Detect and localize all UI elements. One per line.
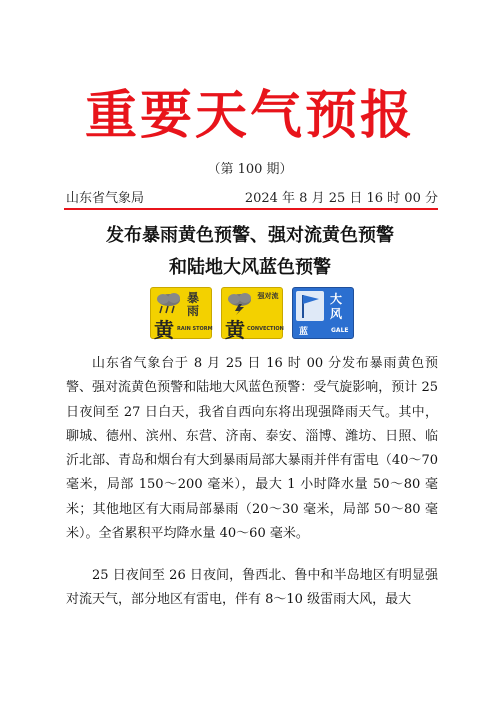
- gale-blue-icon: [292, 287, 354, 339]
- gale-flag-panel: [296, 291, 324, 321]
- issuer-name: 山东省气象局: [66, 191, 145, 206]
- rainstorm-side-2: 雨: [187, 304, 200, 318]
- red-divider: [64, 208, 438, 210]
- gale-big-1: 大: [330, 292, 343, 306]
- convection-side: 强对流: [257, 292, 279, 300]
- paragraph-2: 25 日夜间至 26 日夜间，鲁西北、鲁中和半岛地区有明显强对流天气，部分地区有雷电，伴有 8～10 级雷雨大风，最大: [66, 568, 438, 608]
- masthead-title: 重要天气预报: [84, 85, 415, 146]
- headline-line-1: 发布暴雨黄色预警、强对流黄色预警: [106, 225, 394, 246]
- issue-number: （第 100 期）: [207, 162, 293, 177]
- warning-icons: [150, 287, 360, 341]
- convection-yellow-icon: [221, 287, 284, 342]
- rainstorm-caption: RAIN STORM: [177, 326, 213, 332]
- cloud-rain-icon: [154, 291, 184, 315]
- gale-level: 蓝: [299, 327, 309, 337]
- convection-caption: CONVECTION: [247, 326, 284, 332]
- wind-flag-icon: [296, 291, 324, 321]
- issue-datetime: 2024 年 8 月 25 日 16 时 00 分: [244, 191, 438, 206]
- convection-level: 黄: [225, 318, 245, 342]
- rainstorm-yellow-icon: [150, 287, 213, 342]
- gale-caption: GALE: [331, 327, 349, 334]
- headline-line-2: 和陆地大风蓝色预警: [169, 257, 331, 278]
- paragraph-1: 山东省气象台于 8 月 25 日 16 时 00 分发布暴雨黄色预警、强对流黄色预警和陆地大风蓝色预警：受气旋影响，预计 25 日夜间至 27 日白天，我省自西向东将出现强降雨天气。其中，聊城、德州、滨州、东营、济南、泰安、淄博、潍坊、日照、临沂北部、青岛和烟台有大到暴雨局部大暴雨并伴有雷电（40～70 毫米，局部 150～200 毫米），最大 1 小时降水量 50～80 毫米；其他地区有大雨局部暴雨（20～30 毫米，局部 50～80 毫米）。全省累积平均降水量 40～60 毫米。: [66, 356, 438, 542]
- thunderstorm-icon: [225, 291, 255, 315]
- rainstorm-side-1: 暴: [187, 291, 200, 305]
- rainstorm-level: 黄: [154, 318, 174, 342]
- gale-big-2: 风: [330, 307, 343, 321]
